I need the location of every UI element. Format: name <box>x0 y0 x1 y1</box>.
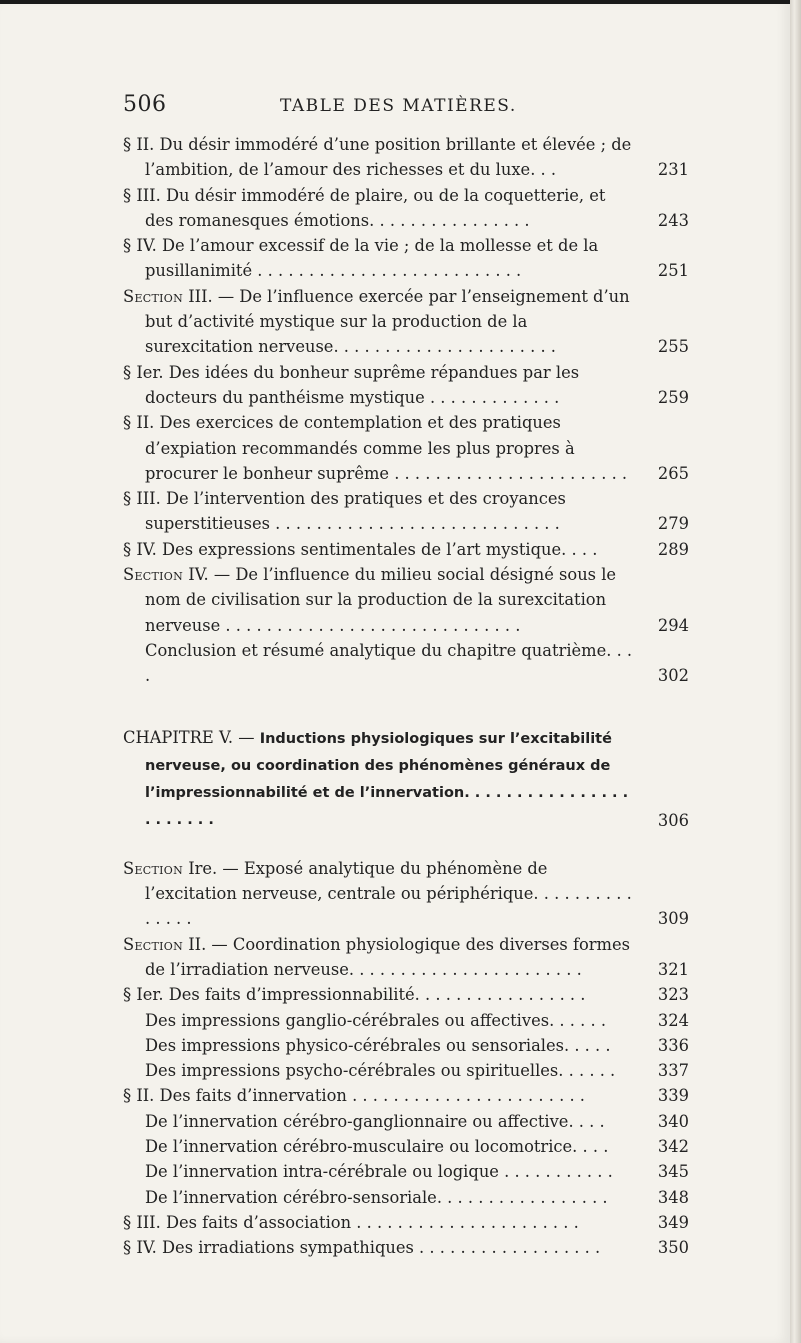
toc-entry <box>123 982 689 1007</box>
toc-entry-text <box>145 1033 683 1058</box>
toc-entry-page: 339 <box>657 1086 689 1106</box>
toc-entry <box>123 486 689 537</box>
chapter-heading <box>123 725 689 834</box>
toc-entry <box>123 1083 689 1108</box>
toc-entry <box>123 1159 689 1184</box>
toc-entry-text <box>123 360 683 411</box>
toc-entry-text <box>123 486 683 537</box>
toc-entry-text <box>145 1058 683 1083</box>
toc-entry <box>123 360 689 411</box>
toc-entry-title: De l’innervation cérébro-musculaire ou locomotrice. . . . <box>145 1136 609 1156</box>
page-edge <box>790 0 801 1343</box>
running-head: TABLE DES MATIÈRES. <box>280 96 517 116</box>
toc-entry <box>123 233 689 284</box>
section-label: Section <box>123 286 184 306</box>
toc-entry <box>123 284 689 360</box>
toc-entry-page: 309 <box>657 909 689 929</box>
toc-entry-text <box>145 638 683 689</box>
toc-entry-page: 323 <box>657 985 689 1005</box>
toc-entry-text <box>123 410 683 486</box>
section-label: Section <box>123 565 184 585</box>
toc-entry-title: § IV. Des expressions sentimentales de l’art mystique. . . . <box>123 539 598 559</box>
toc-entry-page: 342 <box>657 1136 689 1156</box>
toc-entry <box>123 562 689 638</box>
toc-entry-page: 259 <box>657 387 689 407</box>
toc-entry-page: 289 <box>657 539 689 559</box>
toc-entry-title: Des impressions physico-cérébrales ou sensoriales. . . . . <box>145 1035 611 1055</box>
chapter-title: Inductions physiologiques sur l’excitabilité nerveuse, ou coordination des phénomènes généraux de l’impressionnabilité et de l’innervation. . . . . . . . . . . . . . . . . . . . . . . <box>145 730 629 829</box>
toc-entry-page: 340 <box>657 1111 689 1131</box>
toc-entry-page: 294 <box>657 615 689 635</box>
toc-block-chapter-4 <box>123 132 689 689</box>
toc-entry-page: 279 <box>657 514 689 534</box>
toc-entry-text <box>123 284 683 360</box>
toc-entry-text <box>145 1134 683 1159</box>
toc-entry-text <box>123 562 683 638</box>
table-of-contents <box>123 132 689 1260</box>
toc-entry <box>123 1058 689 1083</box>
toc-entry-title: IV. — De l’influence du milieu social désigné sous le nom de civilisation sur la production de la surexcitation nerveuse . . . . . . . . . . . . . . . . . . . . . . . . . . . . . <box>145 565 617 635</box>
toc-entry-title: § III. Des faits d’association . . . . . . . . . . . . . . . . . . . . . . <box>123 1212 579 1232</box>
toc-entry-title: De l’innervation intra-cérébrale ou logique . . . . . . . . . . . <box>145 1162 613 1182</box>
section-label: Section <box>123 858 184 878</box>
toc-entry <box>123 183 689 234</box>
toc-entry-title: Des impressions psycho-cérébrales ou spirituelles. . . . . . <box>145 1061 616 1081</box>
toc-entry-text <box>123 132 683 183</box>
toc-entry-page: 349 <box>657 1212 689 1232</box>
toc-entry-title: § Ier. Des faits d’impressionnabilité. . . . . . . . . . . . . . . . . <box>123 985 586 1005</box>
page-header <box>0 92 790 122</box>
toc-entry-title: § Ier. Des idées du bonheur suprême répandues par les docteurs du panthéisme mystique . . . . . . . . . . . . . <box>123 362 580 407</box>
toc-entry <box>123 132 689 183</box>
toc-entry-text <box>123 1210 683 1235</box>
toc-entry-title: De l’innervation cérébro-sensoriale. . . . . . . . . . . . . . . . . <box>145 1187 608 1207</box>
toc-entry-text <box>123 1235 683 1260</box>
toc-entry-text <box>145 1159 683 1184</box>
toc-entry-page: 255 <box>657 337 689 357</box>
toc-entry-title: § II. Des faits d’innervation . . . . . . . . . . . . . . . . . . . . . . . <box>123 1086 585 1106</box>
toc-entry-page: 265 <box>657 463 689 483</box>
toc-entry-page: 350 <box>657 1238 689 1258</box>
page-number: 506 <box>123 92 167 117</box>
toc-entry-title: III. — De l’influence exercée par l’enseignement d’un but d’activité mystique sur la production de la surexcitation nerveuse. . . . . . . . . . . . . . . . . . . . . . <box>145 286 630 357</box>
toc-entry-text <box>145 1109 683 1134</box>
toc-entry-text <box>145 1008 683 1033</box>
toc-entry <box>123 932 689 983</box>
toc-entry-page: 231 <box>657 160 689 180</box>
toc-entry <box>123 1235 689 1260</box>
chapter-page: 306 <box>657 811 689 831</box>
toc-entry-text <box>145 1185 683 1210</box>
toc-entry-page: 337 <box>657 1061 689 1081</box>
toc-entry <box>123 537 689 562</box>
toc-entry <box>123 1210 689 1235</box>
toc-entry-title: § III. De l’intervention des pratiques et des croyances superstitieuses . . . . . . . . . . . . . . . . . . . . . . . . . . . . <box>123 489 566 534</box>
toc-entry-title: Ire. — Exposé analytique du phénomène de l’excitation nerveuse, centrale ou périphérique. . . . . . . . . . . . . . . <box>145 858 632 929</box>
toc-entry-title: Conclusion et résumé analytique du chapitre quatrième. . . . <box>145 640 633 686</box>
toc-entry <box>123 1185 689 1210</box>
toc-entry-text <box>123 982 683 1007</box>
toc-entry-title: De l’innervation cérébro-ganglionnaire ou affective. . . . <box>145 1111 605 1131</box>
toc-entry-page: 324 <box>657 1010 689 1030</box>
toc-entry-page: 345 <box>657 1162 689 1182</box>
toc-entry <box>123 856 689 932</box>
toc-entry-text <box>123 233 683 284</box>
toc-entry-title: § IV. Des irradiations sympathiques . . . . . . . . . . . . . . . . . . <box>123 1238 601 1258</box>
toc-entry-page: 243 <box>657 210 689 230</box>
toc-block-chapter-5 <box>123 856 689 1261</box>
toc-entry-title: § II. Du désir immodéré d’une position brillante et élevée ; de l’ambition, de l’amour des richesses et du luxe. . . <box>123 135 632 180</box>
toc-entry-title: § IV. De l’amour excessif de la vie ; de la mollesse et de la pusillanimité . . . . . . . . . . . . . . . . . . . . . . . . . . <box>123 236 599 281</box>
toc-entry <box>123 410 689 486</box>
toc-entry-text <box>123 183 683 234</box>
toc-entry-page: 251 <box>657 261 689 281</box>
toc-entry-page: 302 <box>657 666 689 686</box>
toc-entry <box>123 1008 689 1033</box>
toc-entry-title: § II. Des exercices de contemplation et des pratiques d’expiation recommandés comme les plus propres à procurer le bonheur suprême . . . . . . . . . . . . . . . . . . . . . . . <box>123 413 628 483</box>
toc-entry <box>123 1033 689 1058</box>
toc-entry <box>123 1134 689 1159</box>
toc-entry-text <box>123 1083 683 1108</box>
toc-entry <box>123 638 689 689</box>
toc-entry-page: 336 <box>657 1035 689 1055</box>
chapter-label: CHAPITRE V. — <box>123 727 260 747</box>
toc-entry-page: 321 <box>657 959 689 979</box>
toc-entry-title: II. — Coordination physiologique des diverses formes de l’irradiation nerveuse. . . . . . . . . . . . . . . . . . . . . . . <box>145 934 630 979</box>
toc-entry-page: 348 <box>657 1187 689 1207</box>
top-rule <box>0 0 790 4</box>
toc-entry <box>123 1109 689 1134</box>
toc-entry-title: Des impressions ganglio-cérébrales ou affectives. . . . . . <box>145 1010 607 1030</box>
toc-entry-text <box>123 856 683 932</box>
toc-entry-text <box>123 932 683 983</box>
toc-entry-text <box>123 537 683 562</box>
section-label: Section <box>123 934 184 954</box>
toc-entry-title: § III. Du désir immodéré de plaire, ou de la coquetterie, et des romanesques émotions. . . . . . . . . . . . . . . . <box>123 185 606 230</box>
